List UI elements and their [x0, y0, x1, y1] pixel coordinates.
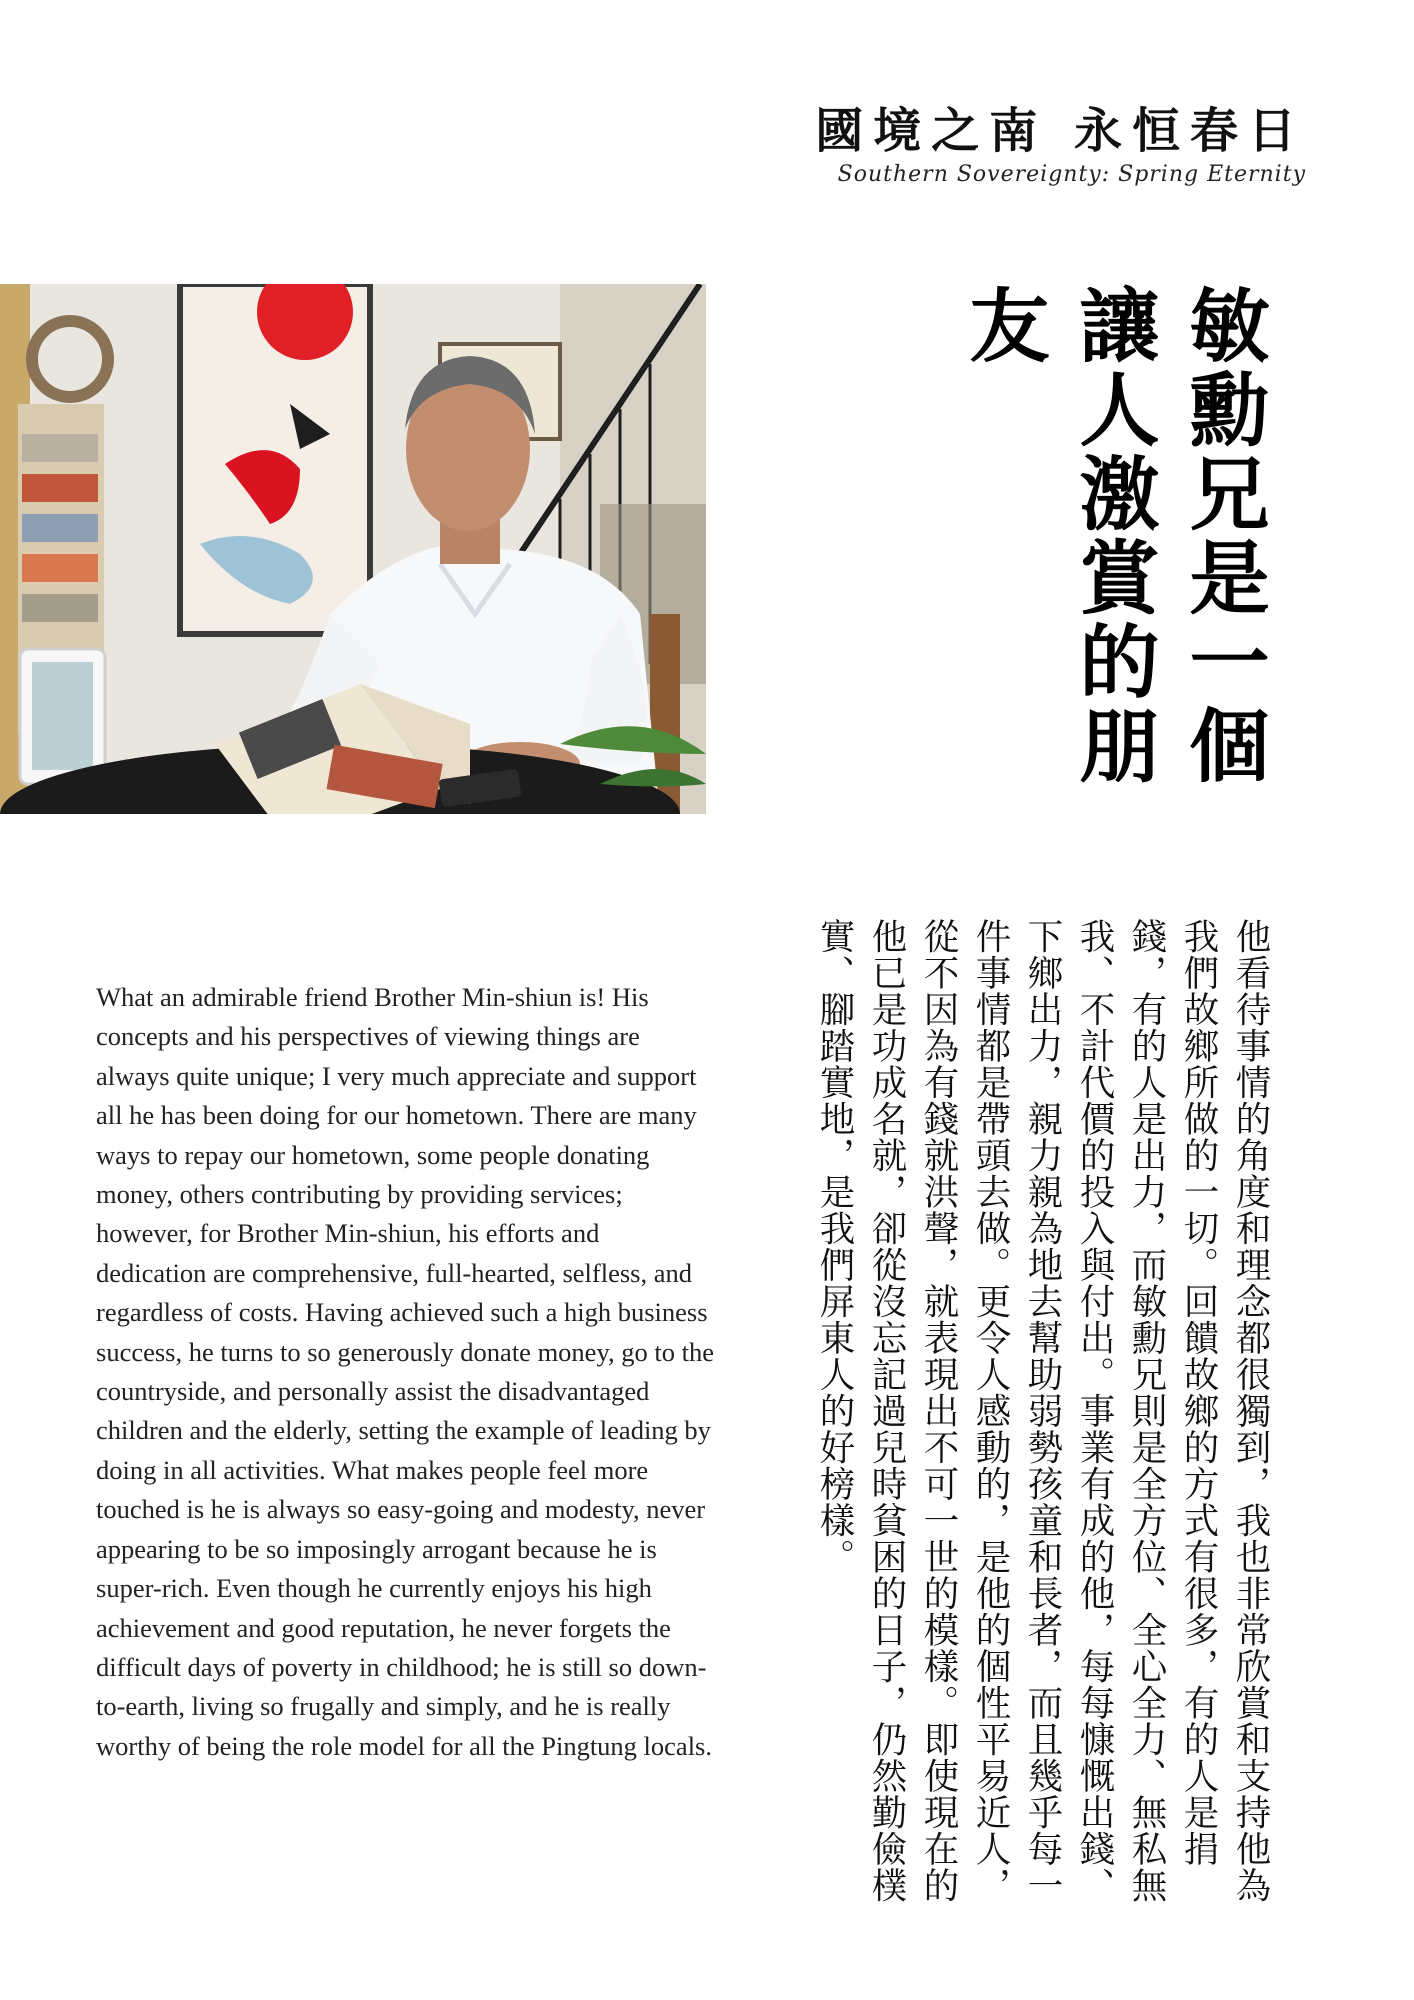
article-body-en: What an admirable friend Brother Min-shiun is! His concepts and his perspectives of viewing things are always quite unique; I very much appreciate and support all he has been doing for our hometown. There are many ways to repay our hometown, some people donating money, others contributing by providing services; however, for Brother Min-shiun, his efforts and dedication are comprehensive, full-hearted, selfless, and regardless of costs. Having achieved such a high business success, he turns to so generously donate money, go to the countryside, and personally assist the disadvantaged children and the elderly, setting the example of leading by doing in all activities. What makes people feel more touched is he is always so easy-going and modesty, never appearing to be so imposingly arrogant because he is super-rich. Even though he currently enjoys his high achievement and good reputation, he never forgets the difficult days of poverty in childhood; he is still so down-to-earth, living so frugally and simply, and he is really worthy of being the role model for all the Pingtung locals. — [96, 982, 714, 1761]
article-headline-zh: 敏勳兄是一個讓人激賞的朋友 — [956, 284, 1270, 788]
article-body-zh: 他看待事情的角度和理念都很獨到，我也非常欣賞和支持他為我們故鄉所做的一切。回饋故鄉的方式有很多，有的人是捐錢，有的人是出力，而敏勳兄則是全方位、全心全力、無私無我、不計代價的投入與付出。事業有成的他，每每慷慨出錢、下鄉出力，親力親為地去幫助弱勢孩童和長者，而且幾乎每一件事情都是帶頭去做。更令人感動的，是他的個性平易近人，從不因為有錢就洪聲，就表現出不可一世的模樣。即使現在的他已是功成名就，卻從沒忘記過兒時貧困的日子，仍然勤儉樸實、腳踏實地，是我們屏東人的好榜樣。 — [814, 918, 1271, 1904]
page-header-subtitle-en: Southern Sovereignty: Spring Eternity — [837, 162, 1306, 187]
portrait-photo — [0, 284, 706, 814]
page-header-title-zh: 國境之南 永恒春日 — [815, 103, 1306, 159]
